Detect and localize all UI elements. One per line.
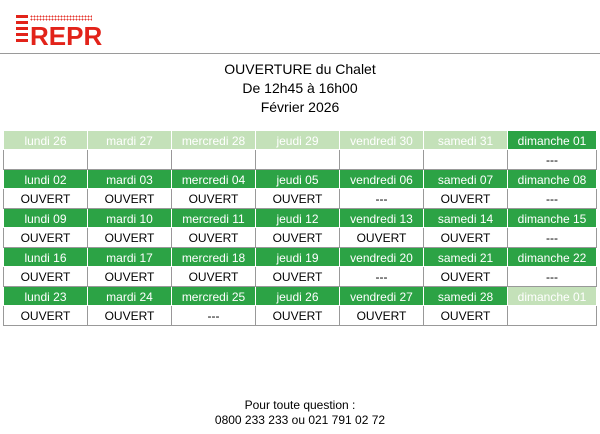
day-header-cell: dimanche 01	[508, 131, 597, 150]
status-cell: OUVERT	[4, 189, 88, 209]
week-status-row	[4, 306, 597, 326]
day-header-cell: mardi 17	[88, 248, 172, 267]
week-status-row	[4, 267, 597, 287]
status-cell	[508, 306, 597, 326]
day-header-cell: mardi 24	[88, 287, 172, 306]
status-cell	[4, 150, 88, 170]
week-days-row	[4, 170, 597, 189]
week-days-row	[4, 248, 597, 267]
contact-phones: 0800 233 233 ou 021 791 02 72	[214, 413, 386, 427]
status-cell: ---	[172, 306, 256, 326]
status-cell: OUVERT	[172, 228, 256, 248]
title-line-3: Février 2026	[260, 99, 340, 115]
day-header-cell: vendredi 27	[340, 287, 424, 306]
status-cell	[424, 150, 508, 170]
day-header-cell: mardi 03	[88, 170, 172, 189]
schedule-heading	[0, 60, 600, 117]
day-header-cell: samedi 21	[424, 248, 508, 267]
status-cell: OUVERT	[88, 306, 172, 326]
status-cell: OUVERT	[256, 306, 340, 326]
status-cell: ---	[340, 267, 424, 287]
opening-calendar	[3, 130, 597, 326]
status-cell: OUVERT	[4, 228, 88, 248]
day-header-cell: jeudi 26	[256, 287, 340, 306]
status-cell: ---	[508, 267, 597, 287]
status-cell: ---	[340, 189, 424, 209]
day-header-cell: mercredi 25	[172, 287, 256, 306]
status-cell: OUVERT	[172, 189, 256, 209]
repr-logo	[8, 6, 118, 51]
status-cell	[172, 150, 256, 170]
day-header-cell: dimanche 01	[508, 287, 597, 306]
day-header-cell: dimanche 22	[508, 248, 597, 267]
contact-info	[0, 398, 600, 428]
week-status-row	[4, 228, 597, 248]
title-line-1: OUVERTURE du Chalet	[224, 61, 376, 77]
day-header-cell: vendredi 13	[340, 209, 424, 228]
day-header-cell: vendredi 20	[340, 248, 424, 267]
day-header-cell: lundi 02	[4, 170, 88, 189]
status-cell: OUVERT	[424, 306, 508, 326]
status-cell: OUVERT	[4, 267, 88, 287]
day-header-cell: mercredi 18	[172, 248, 256, 267]
day-header-cell: jeudi 29	[256, 131, 340, 150]
status-cell: OUVERT	[424, 228, 508, 248]
day-header-cell: jeudi 05	[256, 170, 340, 189]
status-cell	[340, 150, 424, 170]
day-header-cell: dimanche 15	[508, 209, 597, 228]
status-cell: ---	[508, 150, 597, 170]
status-cell: OUVERT	[424, 267, 508, 287]
status-cell: OUVERT	[424, 189, 508, 209]
day-header-cell: mercredi 28	[172, 131, 256, 150]
day-header-cell: samedi 14	[424, 209, 508, 228]
week-days-row	[4, 209, 597, 228]
day-header-cell: lundi 16	[4, 248, 88, 267]
status-cell: ---	[508, 228, 597, 248]
week-days-row	[4, 131, 597, 150]
header-divider	[0, 53, 600, 54]
day-header-cell: vendredi 06	[340, 170, 424, 189]
status-cell: OUVERT	[88, 228, 172, 248]
day-header-cell: mardi 10	[88, 209, 172, 228]
status-cell: OUVERT	[88, 189, 172, 209]
week-status-row	[4, 189, 597, 209]
status-cell: OUVERT	[256, 228, 340, 248]
status-cell: OUVERT	[256, 189, 340, 209]
day-header-cell: vendredi 30	[340, 131, 424, 150]
day-header-cell: mercredi 04	[172, 170, 256, 189]
day-header-cell: mardi 27	[88, 131, 172, 150]
day-header-cell: samedi 31	[424, 131, 508, 150]
status-cell: OUVERT	[4, 306, 88, 326]
day-header-cell: jeudi 12	[256, 209, 340, 228]
status-cell: ---	[508, 189, 597, 209]
title-line-2: De 12h45 à 16h00	[242, 80, 358, 96]
week-days-row	[4, 287, 597, 306]
status-cell: OUVERT	[256, 267, 340, 287]
contact-question: Pour toute question :	[244, 398, 356, 412]
day-header-cell: lundi 09	[4, 209, 88, 228]
status-cell: OUVERT	[340, 306, 424, 326]
day-header-cell: samedi 07	[424, 170, 508, 189]
day-header-cell: dimanche 08	[508, 170, 597, 189]
status-cell: OUVERT	[340, 228, 424, 248]
status-cell	[256, 150, 340, 170]
status-cell: OUVERT	[172, 267, 256, 287]
status-cell	[88, 150, 172, 170]
day-header-cell: mercredi 11	[172, 209, 256, 228]
day-header-cell: lundi 23	[4, 287, 88, 306]
status-cell: OUVERT	[88, 267, 172, 287]
logo-mark-icon	[16, 15, 28, 49]
week-status-row	[4, 150, 597, 170]
day-header-cell: lundi 26	[4, 131, 88, 150]
day-header-cell: samedi 28	[424, 287, 508, 306]
day-header-cell: jeudi 19	[256, 248, 340, 267]
logo-text: REPR	[30, 21, 103, 51]
